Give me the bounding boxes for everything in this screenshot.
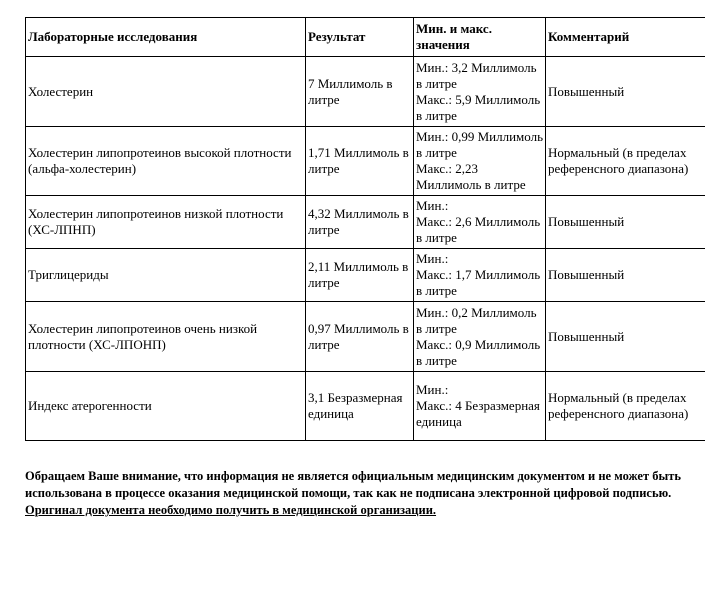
range-min: Мин.: 3,2 Миллимоль в литре	[416, 59, 537, 91]
test-result: 4,32 Миллимоль в литре	[306, 196, 414, 249]
table-row	[26, 57, 705, 127]
test-range	[414, 127, 546, 196]
table-row	[26, 127, 705, 196]
range-min: Мин.:	[416, 251, 449, 266]
range-max: Макс.: 0,9 Миллимоль в литре	[416, 336, 541, 368]
test-result: 0,97 Миллимоль в литре	[306, 302, 414, 372]
range-max: Макс.: 4 Безразмерная единица	[416, 398, 540, 429]
test-range	[414, 249, 546, 302]
range-min: Мин.: 0,2 Миллимоль в литре	[416, 304, 537, 336]
range-min: Мин.:	[416, 198, 449, 213]
header-result: Результат	[306, 18, 414, 57]
test-name: Триглицериды	[26, 249, 306, 302]
test-name: Холестерин липопротеинов высокой плотности (альфа-холестерин)	[26, 127, 306, 196]
range-max: Макс.: 1,7 Миллимоль в литре	[416, 267, 541, 298]
disclaimer-line-2: использована в процессе оказания медицинской помощи, так как не подписана электронной цифровой подписью.	[25, 486, 672, 500]
test-name: Холестерин липопротеинов низкой плотности (ХС-ЛПНП)	[26, 196, 306, 249]
test-name: Холестерин липопротеинов очень низкой плотности (ХС-ЛПОНП)	[26, 302, 306, 372]
table-row	[26, 196, 705, 249]
test-comment: Повышенный	[546, 249, 705, 302]
test-comment: Повышенный	[546, 196, 705, 249]
lab-results-table	[25, 17, 705, 441]
table-header-row	[26, 18, 705, 57]
test-comment: Нормальный (в пределах референсного диапазона)	[546, 127, 705, 196]
test-range	[414, 302, 546, 372]
range-max: Макс.: 2,23 Миллимоль в литре	[416, 161, 526, 192]
table-row	[26, 372, 705, 441]
header-test: Лабораторные исследования	[26, 18, 306, 57]
range-max: Макс.: 2,6 Миллимоль в литре	[416, 214, 541, 245]
lab-results-page	[25, 17, 705, 441]
test-result: 1,71 Миллимоль в литре	[306, 127, 414, 196]
table-row	[26, 302, 705, 372]
test-result: 7 Миллимоль в литре	[306, 57, 414, 127]
header-comment: Комментарий	[546, 18, 705, 57]
test-name: Холестерин	[26, 57, 306, 127]
test-name: Индекс атерогенности	[26, 372, 306, 441]
test-result: 3,1 Безразмерная единица	[306, 372, 414, 441]
test-comment: Повышенный	[546, 57, 705, 127]
range-min: Мин.: 0,99 Миллимоль в литре	[416, 129, 544, 160]
test-comment: Повышенный	[546, 302, 705, 372]
test-result: 2,11 Миллимоль в литре	[306, 249, 414, 302]
test-range	[414, 196, 546, 249]
test-range	[414, 372, 546, 441]
range-max: Макс.: 5,9 Миллимоль в литре	[416, 91, 541, 123]
disclaimer-line-3: Оригинал документа необходимо получить в медицинской организации.	[25, 503, 437, 517]
disclaimer-line-1: Обращаем Ваше внимание, что информация не является официальным медицинским документом и не может быть	[25, 469, 681, 483]
test-comment: Нормальный (в пределах референсного диапазона)	[546, 372, 705, 441]
header-range: Мин. и макс. значения	[414, 18, 546, 57]
test-range	[414, 57, 546, 127]
disclaimer-notice	[25, 468, 705, 519]
table-row	[26, 249, 705, 302]
range-min: Мин.:	[416, 382, 449, 397]
